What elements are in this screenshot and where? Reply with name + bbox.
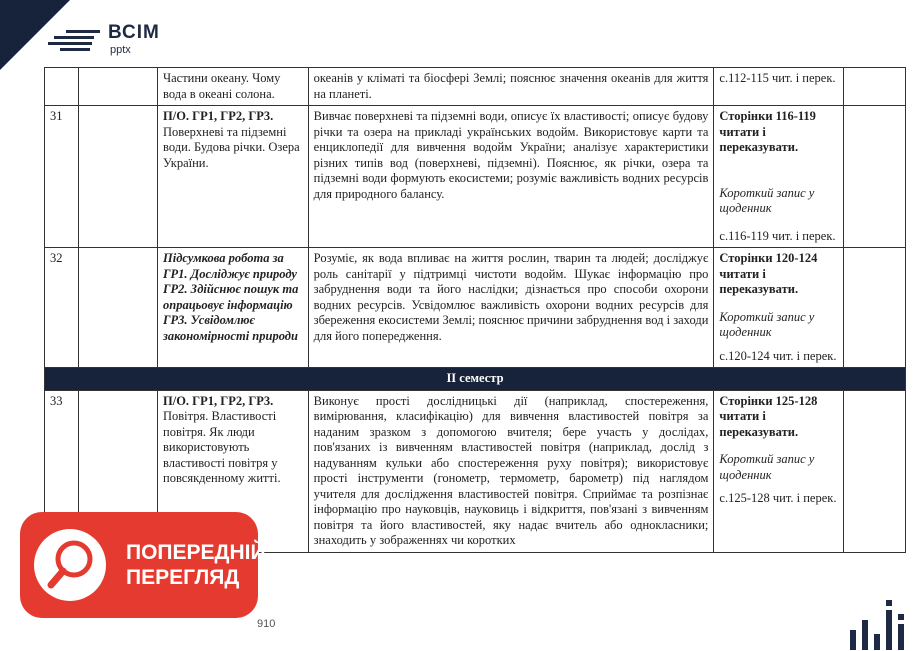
pages-cell	[714, 106, 843, 248]
pages-cell	[714, 390, 843, 552]
magnifier-icon	[34, 529, 106, 601]
pages-footer: с.125-128 чит. і перек.	[719, 491, 837, 505]
blank-cell	[843, 248, 905, 368]
topic-groups: П/О. ГР1, ГР2, ГР3.	[163, 393, 274, 408]
topic-text: Повітря. Властивості повітря. Як люди використовують властивості повітря у повсякденному житті.	[163, 409, 281, 485]
blank-cell	[843, 390, 905, 552]
pages-assignment: Сторінки 116-119 читати і переказувати.	[719, 109, 816, 154]
preview-line-1: ПОПЕРЕДНІЙ	[126, 541, 266, 564]
semester-title: ІІ семестр	[45, 368, 906, 391]
description-cell: Виконує прості дослідницькі дії (наприклад, спостереження, вимірювання, класифікацію) для вивчення властивостей повітря за наданим зразком з допомогою вчителя; бере участь у дослідах, пов'язаних із вивченням властивостей повітря (наприклад, дослід з надуванням кульки або спостереження руху повітря); використовує прості інструменти (гонометр, термометр, барометр) під наглядом учителя для дослідження властивостей повітря. Сприймає та розпізнає інформацію про науковців, науковиць і відкриття, пов'язані з вивченням повітря та його властивостей, яку надає вчитель або однокласники; знаходить у зображеннях чи коротких	[308, 390, 714, 552]
topic-cell	[158, 68, 309, 106]
brand-name: ВСІМ	[108, 22, 160, 43]
preview-line-2: ПЕРЕГЛЯД	[126, 566, 240, 589]
pages-note: Короткий запис у щоденник	[719, 452, 815, 482]
blank-cell	[79, 248, 158, 368]
table-row	[45, 68, 906, 106]
pages-note: Короткий запис у щоденник	[719, 185, 815, 215]
brand-sub: pptx	[110, 44, 131, 56]
table-row	[45, 106, 906, 248]
brand-logo	[48, 20, 158, 60]
table-row	[45, 248, 906, 368]
topic-text: Частини океану. Чому вода в океані солона.	[163, 71, 281, 101]
blank-cell	[843, 106, 905, 248]
bars-decoration-icon	[848, 590, 914, 650]
semester-header-row	[45, 368, 906, 391]
pages-note: Короткий запис у щоденник	[719, 309, 815, 339]
blank-cell	[79, 68, 158, 106]
topic-cell	[158, 248, 309, 368]
speed-lines-icon	[48, 28, 104, 52]
pages-footer: с.116-119 чит. і перек.	[719, 228, 836, 243]
blank-cell	[843, 68, 905, 106]
pages-cell	[714, 248, 843, 368]
description-cell: Розуміє, як вода впливає на життя рослин, тварин та людей; досліджує роль санітарії у підтримці чистоти водойм. Шукає інформацію про забруднення води та його наслідки; дізнається про способи охорони водних ресурсів. Усвідомлює важливість охорони водних ресурсів для збереження екосистеми Землі; пояснює причини забруднення вод і заходи для його попередження.	[308, 248, 714, 368]
preview-label	[126, 540, 266, 590]
pages-footer: с.112-115 чит. і перек.	[719, 71, 836, 85]
preview-banner[interactable]	[20, 512, 266, 618]
pages-cell	[714, 68, 843, 106]
topic-groups: П/О. ГР1, ГР2, ГР3.	[163, 109, 274, 123]
lesson-number: 33	[45, 390, 79, 552]
lesson-number: 31	[45, 106, 79, 248]
blank-cell	[79, 106, 158, 248]
pages-assignment: Сторінки 125-128 читати і переказувати.	[719, 393, 818, 439]
topic-groups: Підсумкова робота за ГР1. Досліджує природу ГР2. Здійснює пошук та опрацьовує інформацію ГР3. Усвідомлює закономірності природи	[163, 251, 299, 343]
description-cell: океанів у кліматі та біосфері Землі; пояснює значення океанів для життя на планеті.	[308, 68, 714, 106]
lesson-number: 32	[45, 248, 79, 368]
lesson-number	[45, 68, 79, 106]
curriculum-table	[44, 67, 906, 553]
topic-cell	[158, 106, 309, 248]
description-cell: Вивчає поверхневі та підземні води, описує їх властивості; описує будову річки та озера на прикладі українських водойм. Використовує карти та енциклопедії для вивчення водойм України; аналізує характеристики різних типів вод (поверхневі, підземні). Пояснює, як річки, озера та підземні води формують екосистеми; розуміє важливість водних ресурсів для природного балансу.	[308, 106, 714, 248]
topic-text: Поверхневі та підземні води. Будова річки. Озера України.	[163, 124, 300, 170]
pages-assignment: Сторінки 120-124 читати і переказувати.	[719, 251, 818, 296]
pages-footer: с.120-124 чит. і перек.	[719, 348, 837, 363]
page-number: 910	[257, 618, 276, 630]
